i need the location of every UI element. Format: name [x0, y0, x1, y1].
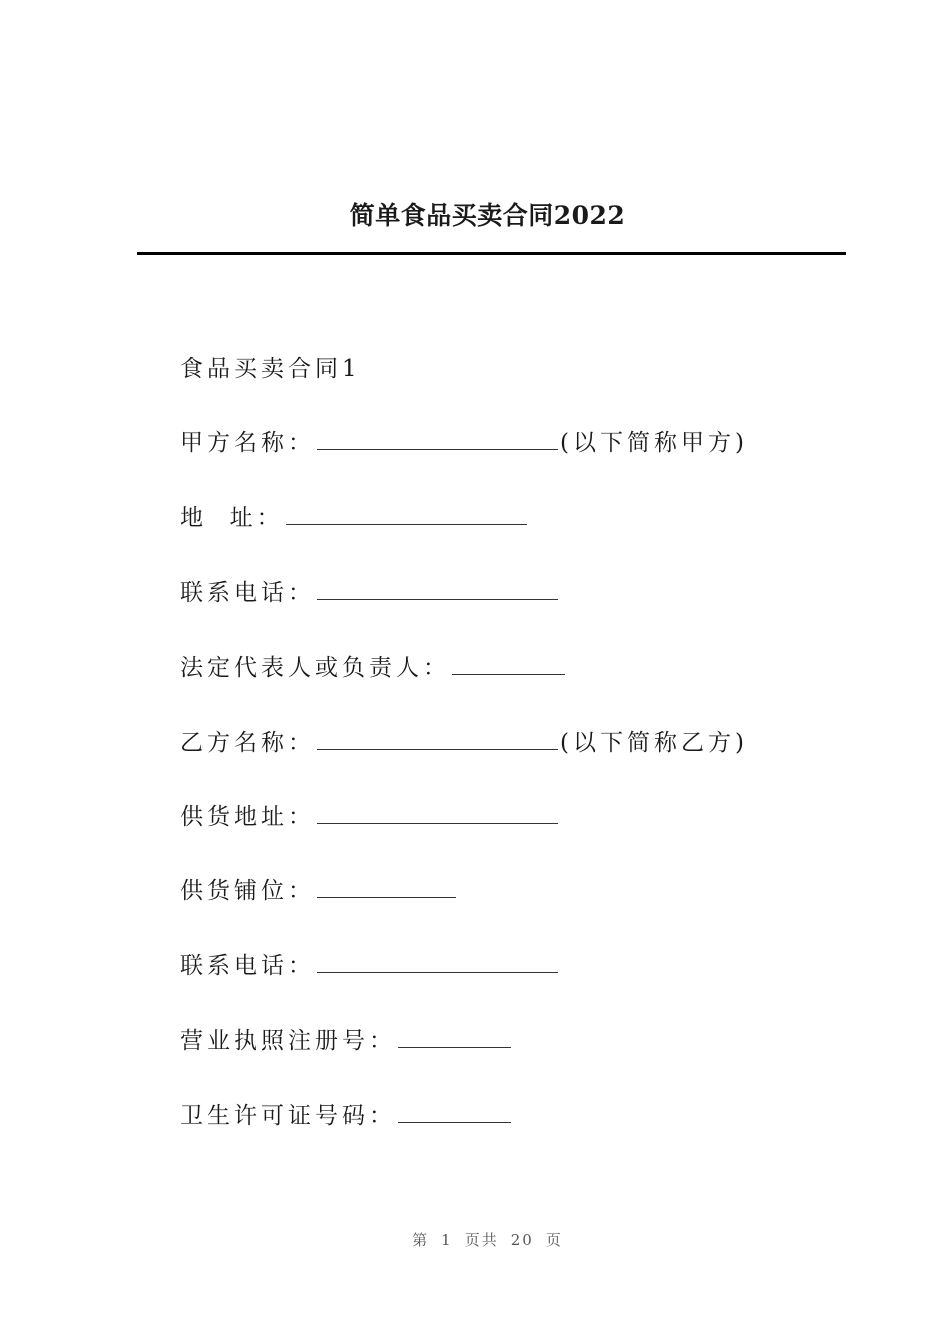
- footer-page-word: 第: [412, 1231, 430, 1249]
- party-b-name-label: 乙方名称：: [180, 730, 315, 756]
- document-title: 简单食品买卖合同2022: [349, 201, 626, 230]
- supply-address-blank[interactable]: [317, 803, 558, 824]
- contract-heading: 食品买卖合同1: [180, 356, 361, 382]
- address-blank[interactable]: [286, 504, 527, 525]
- business-license-label: 营业执照注册号：: [180, 1028, 396, 1054]
- legal-rep-label: 法定代表人或负责人：: [180, 655, 450, 681]
- phone-line-b: [180, 951, 560, 981]
- phone-label-b: 联系电话：: [180, 953, 315, 979]
- supply-address-line: [180, 802, 560, 832]
- title-divider: [137, 252, 846, 255]
- party-b-suffix: (以下简称乙方): [560, 730, 748, 756]
- footer-end-word: 页: [545, 1231, 563, 1249]
- party-a-suffix: (以下简称甲方): [560, 430, 748, 456]
- business-license-blank[interactable]: [398, 1027, 511, 1048]
- party-a-name-line: [180, 428, 748, 458]
- supply-address-label: 供货地址：: [180, 804, 315, 830]
- phone-line-a: [180, 578, 560, 608]
- party-b-name-line: [180, 728, 748, 758]
- health-permit-line: [180, 1101, 513, 1131]
- footer-total-pages: 20: [510, 1231, 534, 1249]
- address-label: 地 址：: [180, 505, 284, 531]
- footer-page-number: 1: [441, 1231, 453, 1249]
- supply-stall-line: [180, 876, 458, 906]
- phone-blank-b[interactable]: [317, 952, 558, 973]
- footer-of-word: 页共: [464, 1231, 499, 1249]
- party-b-name-blank[interactable]: [317, 729, 558, 750]
- party-a-name-label: 甲方名称：: [180, 430, 315, 456]
- health-permit-label: 卫生许可证号码：: [180, 1103, 396, 1129]
- legal-rep-blank[interactable]: [452, 654, 565, 675]
- page-footer: [0, 1229, 950, 1250]
- supply-stall-label: 供货铺位：: [180, 878, 315, 904]
- address-line: [180, 503, 529, 533]
- party-a-name-blank[interactable]: [317, 429, 558, 450]
- phone-label-a: 联系电话：: [180, 580, 315, 606]
- business-license-line: [180, 1026, 513, 1056]
- legal-rep-line: [180, 653, 567, 683]
- health-permit-blank[interactable]: [398, 1102, 511, 1123]
- phone-blank-a[interactable]: [317, 579, 558, 600]
- supply-stall-blank[interactable]: [317, 877, 456, 898]
